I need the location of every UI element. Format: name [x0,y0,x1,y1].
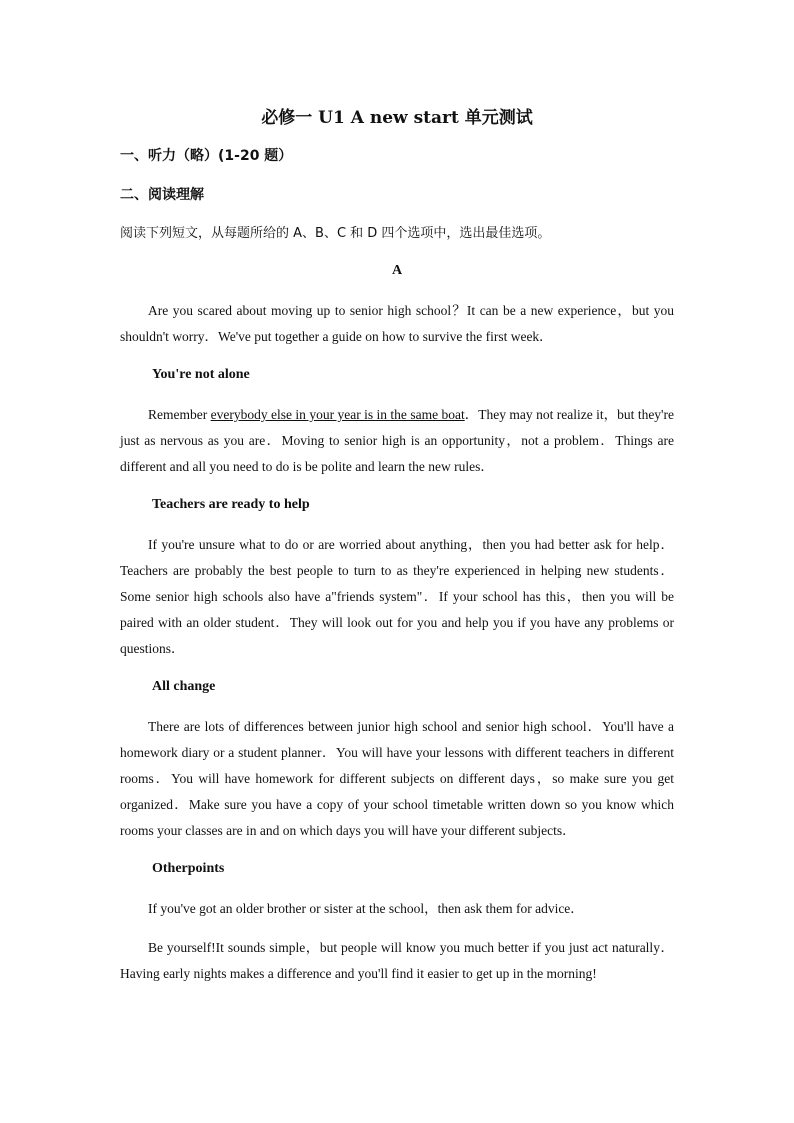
paragraph-all-change: There are lots of differences between junior high school and senior high school．You'll have a homework diary or a student planner．You will have your lessons with different teachers in different rooms．You will have homework for different subjects on different days，so make sure you get organized．Make sure you have a copy of your school timetable written down so you know which rooms your classes are in and on which days you will have your different subjects． [120,719,674,838]
section-heading-reading: 二、阅读理解 [120,187,204,203]
paragraph-not-alone-start: Remember [148,407,211,422]
passage-label: A [391,263,403,278]
paragraph-not-alone [120,402,674,480]
paragraph-not-alone-rest: ．They may not realize it，but they're just as nervous as you are．Moving to senior high is an opportunity，not a problem．Things are different and all you need to do is be polite and learn the new rules． [120,407,674,474]
paragraph-older-sibling: If you've got an older brother or sister at the school，then ask them for advice． [148,901,584,916]
paragraph-be-yourself: Be yourself!It sounds simple，but people will know you much better if you just act naturally．Having early nights makes a difference and you'll find it easier to get up in the morning! [120,940,674,981]
reading-instruction: 阅读下列短文，从每题所给的 A、B、C 和 D 四个选项中，选出最佳选项。 [120,226,551,241]
subheading-all-change: All change [152,679,216,694]
subheading-not-alone: You're not alone [152,367,250,382]
underlined-phrase: everybody else in your year is in the same boat [210,407,465,422]
section-heading-listening: 一、听力（略）(1-20 题） [120,148,293,164]
subheading-other-points: Otherpoints [152,861,225,876]
paragraph-teachers: If you're unsure what to do or are worried about anything，then you had better ask for help．Teachers are probably the best people to turn to as they're experienced in helping new students．Some senior high schools also have a"friends system"．If your school has this，then you will be paired with an older student．They will look out for you and help you if you have any problems or questions． [120,537,674,656]
passage-intro-paragraph: Are you scared about moving up to senior high school？It can be a new experience，but you shouldn't worry．We've put together a guide on how to survive the first week． [120,303,674,344]
subheading-teachers: Teachers are ready to help [152,497,310,512]
document-title: 必修一 U1 A new start 单元测试 [261,108,533,128]
document-page [120,104,674,1000]
